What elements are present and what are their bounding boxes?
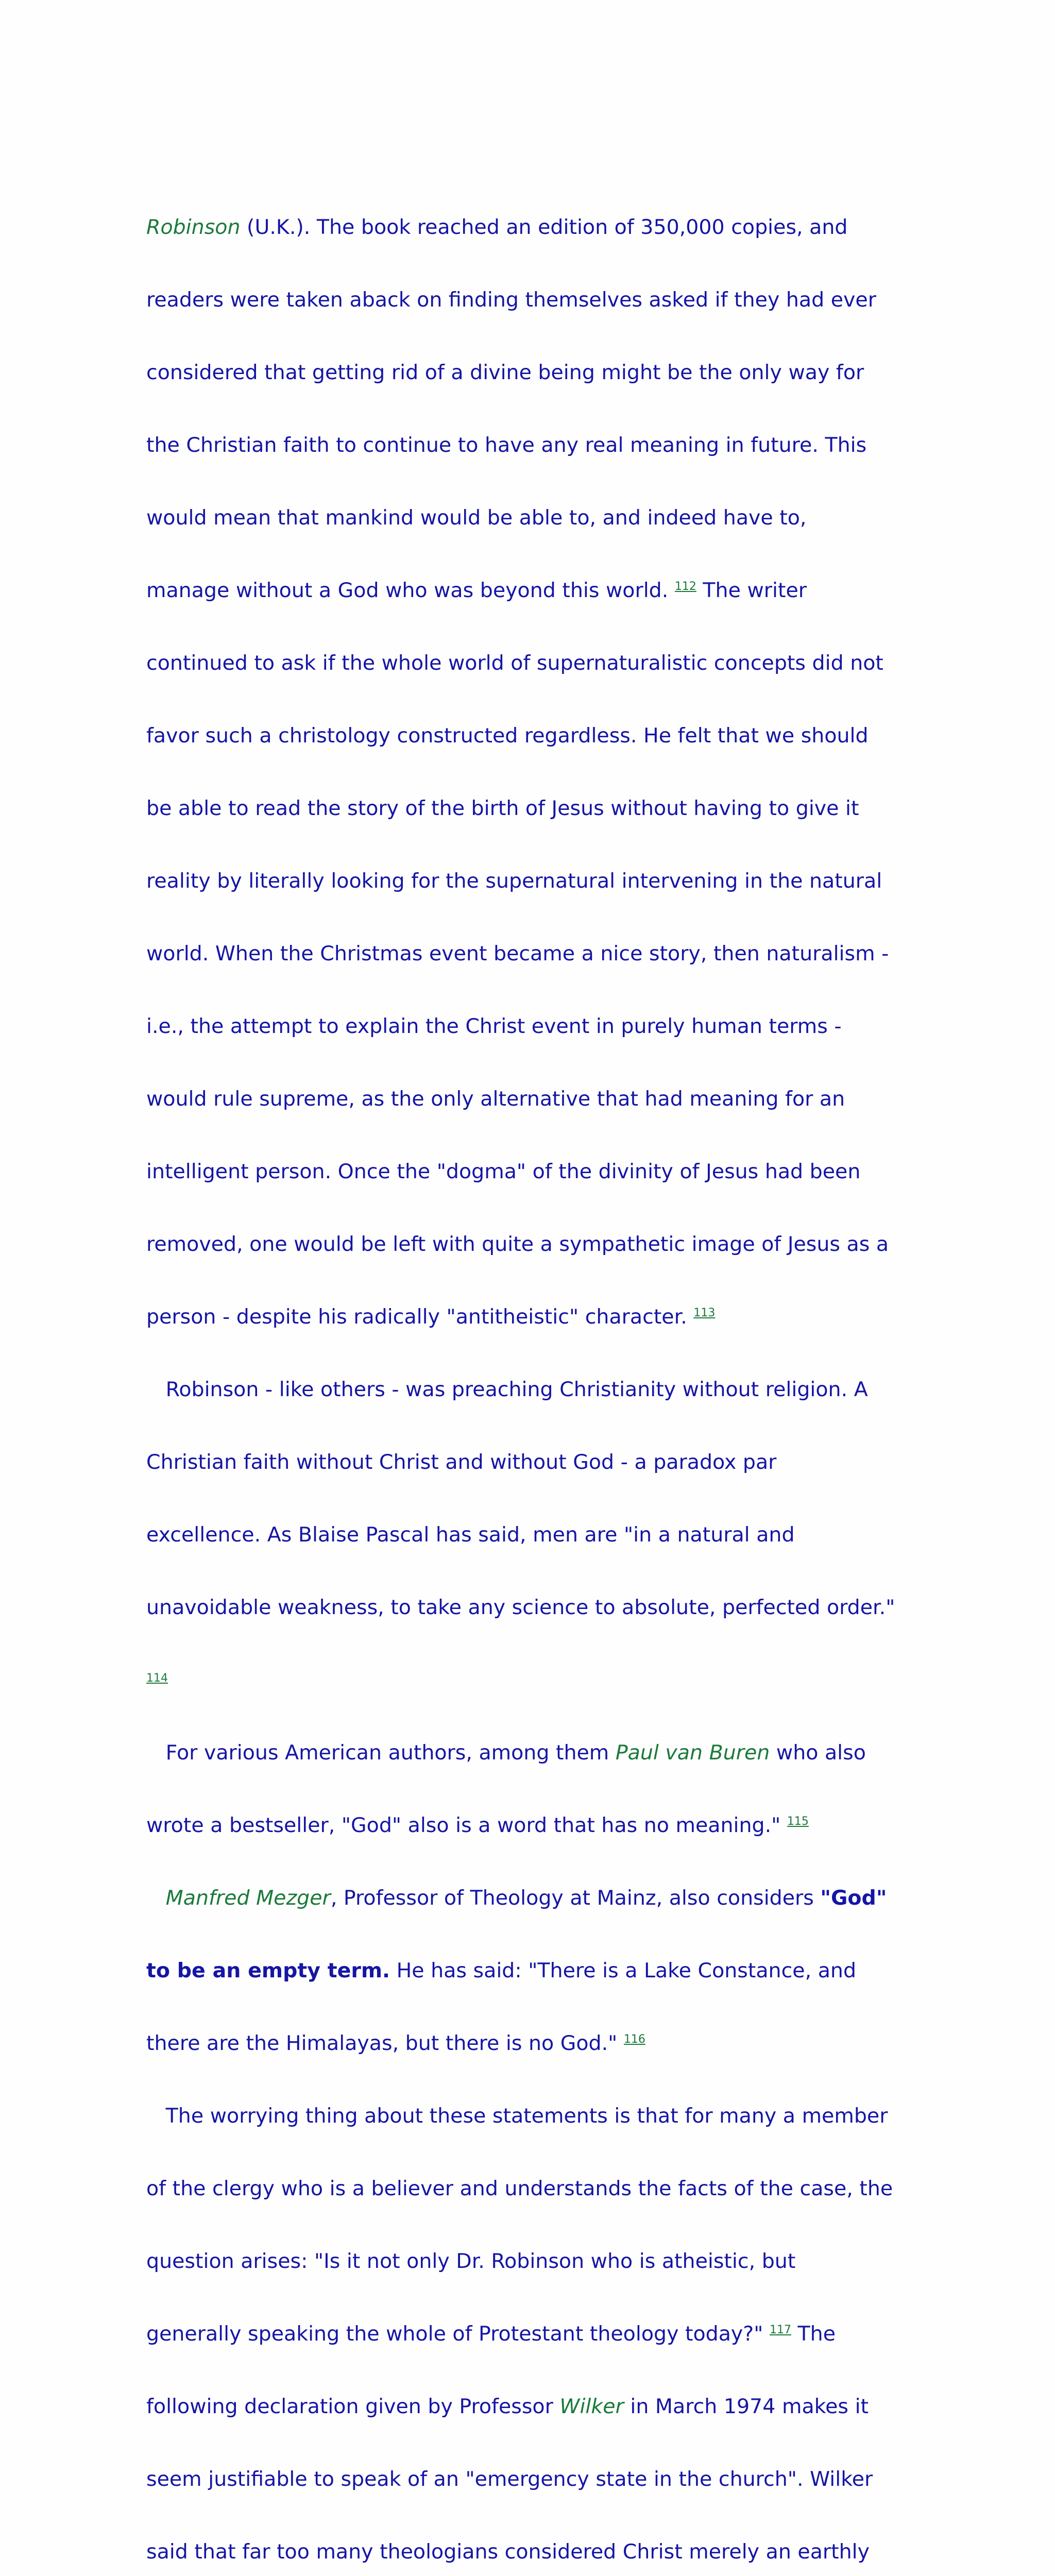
- footnote-link[interactable]: 116: [623, 2033, 645, 2046]
- text-line: reality by literally looking for the supernatural intervening in the natural: [146, 869, 882, 893]
- footnote-link[interactable]: 117: [770, 2324, 791, 2336]
- text-line: removed, one would be left with quite a sympathetic image of Jesus as a: [146, 1232, 889, 1256]
- text-line: question arises: "Is it not only Dr. Robinson who is atheistic, but: [146, 2249, 796, 2273]
- text-line: [146, 579, 919, 603]
- text-line: Christian faith without Christ and without God - a paradox par: [146, 1450, 777, 1474]
- text-span: The: [791, 2322, 836, 2346]
- text-line: readers were taken aback on finding themselves asked if they had ever: [146, 288, 876, 312]
- text-line: [146, 1959, 919, 1983]
- text-line: intelligent person. Once the "dogma" of the divinity of Jesus had been: [146, 1160, 861, 1183]
- person-name: Paul van Buren: [615, 1741, 770, 1765]
- text-line: [146, 1741, 919, 1765]
- text-line: favor such a christology constructed regardless. He felt that we should: [146, 724, 869, 748]
- person-name: Wilker: [559, 2395, 624, 2418]
- text-span: , Professor of Theology at Mainz, also considers: [330, 1886, 821, 1910]
- text-span: there are the Himalayas, but there is no God.": [146, 2031, 624, 2055]
- person-name: Manfred Mezger: [165, 1886, 331, 1910]
- text-span: He has said: "There is a Lake Constance, and: [390, 1959, 857, 1982]
- text-line: be able to read the story of the birth of Jesus without having to give it: [146, 796, 859, 820]
- text-line: [146, 1305, 919, 1329]
- text-line: [146, 2322, 919, 2346]
- text-span: who also: [770, 1741, 866, 1765]
- text-span: [146, 1886, 166, 1910]
- text-line: [146, 1886, 919, 1910]
- text-line: unavoidable weakness, to take any science to absolute, perfected order.": [146, 1596, 895, 1619]
- text-line: The worrying thing about these statements is that for many a member: [146, 2104, 888, 2128]
- text-span: following declaration given by Professor: [146, 2395, 560, 2418]
- text-line: the Christian faith to continue to have any real meaning in future. This: [146, 433, 867, 457]
- text-span: generally speaking the whole of Protestant theology today?": [146, 2322, 770, 2346]
- text-line: seem justifiable to speak of an "emergency state in the church". Wilker: [146, 2467, 873, 2491]
- text-line: said that far too many theologians considered Christ merely an earthly: [146, 2540, 870, 2564]
- text-span: in March 1974 makes it: [623, 2395, 869, 2418]
- person-name: Robinson: [146, 215, 241, 239]
- text-span: The writer: [696, 579, 807, 602]
- text-span: (U.K.). The book reached an edition of 350,000 copies, and: [240, 215, 848, 239]
- footnote-link[interactable]: 113: [693, 1307, 716, 1319]
- document-page: [146, 118, 919, 2576]
- text-line: [146, 215, 919, 240]
- emphasis-text: "God": [820, 1886, 887, 1910]
- footnote-link[interactable]: 114: [146, 1672, 168, 1685]
- text-line: continued to ask if the whole world of supernaturalistic concepts did not: [146, 651, 883, 675]
- text-line: Robinson - like others - was preaching Christianity without religion. A: [146, 1378, 868, 1401]
- text-line: [146, 1668, 919, 1692]
- footnote-link[interactable]: 112: [674, 580, 696, 593]
- text-span: person - despite his radically "antitheistic" character.: [146, 1305, 694, 1329]
- text-line: considered that getting rid of a divine being might be the only way for: [146, 361, 864, 384]
- text-line: i.e., the attempt to explain the Christ event in purely human terms -: [146, 1014, 842, 1038]
- text-line: excellence. As Blaise Pascal has said, men are "in a natural and: [146, 1523, 795, 1547]
- text-line: would rule supreme, as the only alternative that had meaning for an: [146, 1087, 845, 1111]
- text-line: [146, 2031, 919, 2056]
- text-line: world. When the Christmas event became a nice story, then naturalism -: [146, 942, 889, 965]
- text-line: [146, 2395, 919, 2419]
- text-line: of the clergy who is a believer and understands the facts of the case, the: [146, 2177, 893, 2200]
- text-span: manage without a God who was beyond this world.: [146, 579, 675, 602]
- text-span: wrote a bestseller, "God" also is a word that has no meaning.": [146, 1814, 787, 1837]
- text-line: [146, 1814, 919, 1838]
- text-line: would mean that mankind would be able to, and indeed have to,: [146, 506, 807, 530]
- text-span: For various American authors, among them: [146, 1741, 616, 1765]
- footnote-link[interactable]: 115: [787, 1815, 809, 1828]
- emphasis-text: to be an empty term.: [146, 1959, 390, 1982]
